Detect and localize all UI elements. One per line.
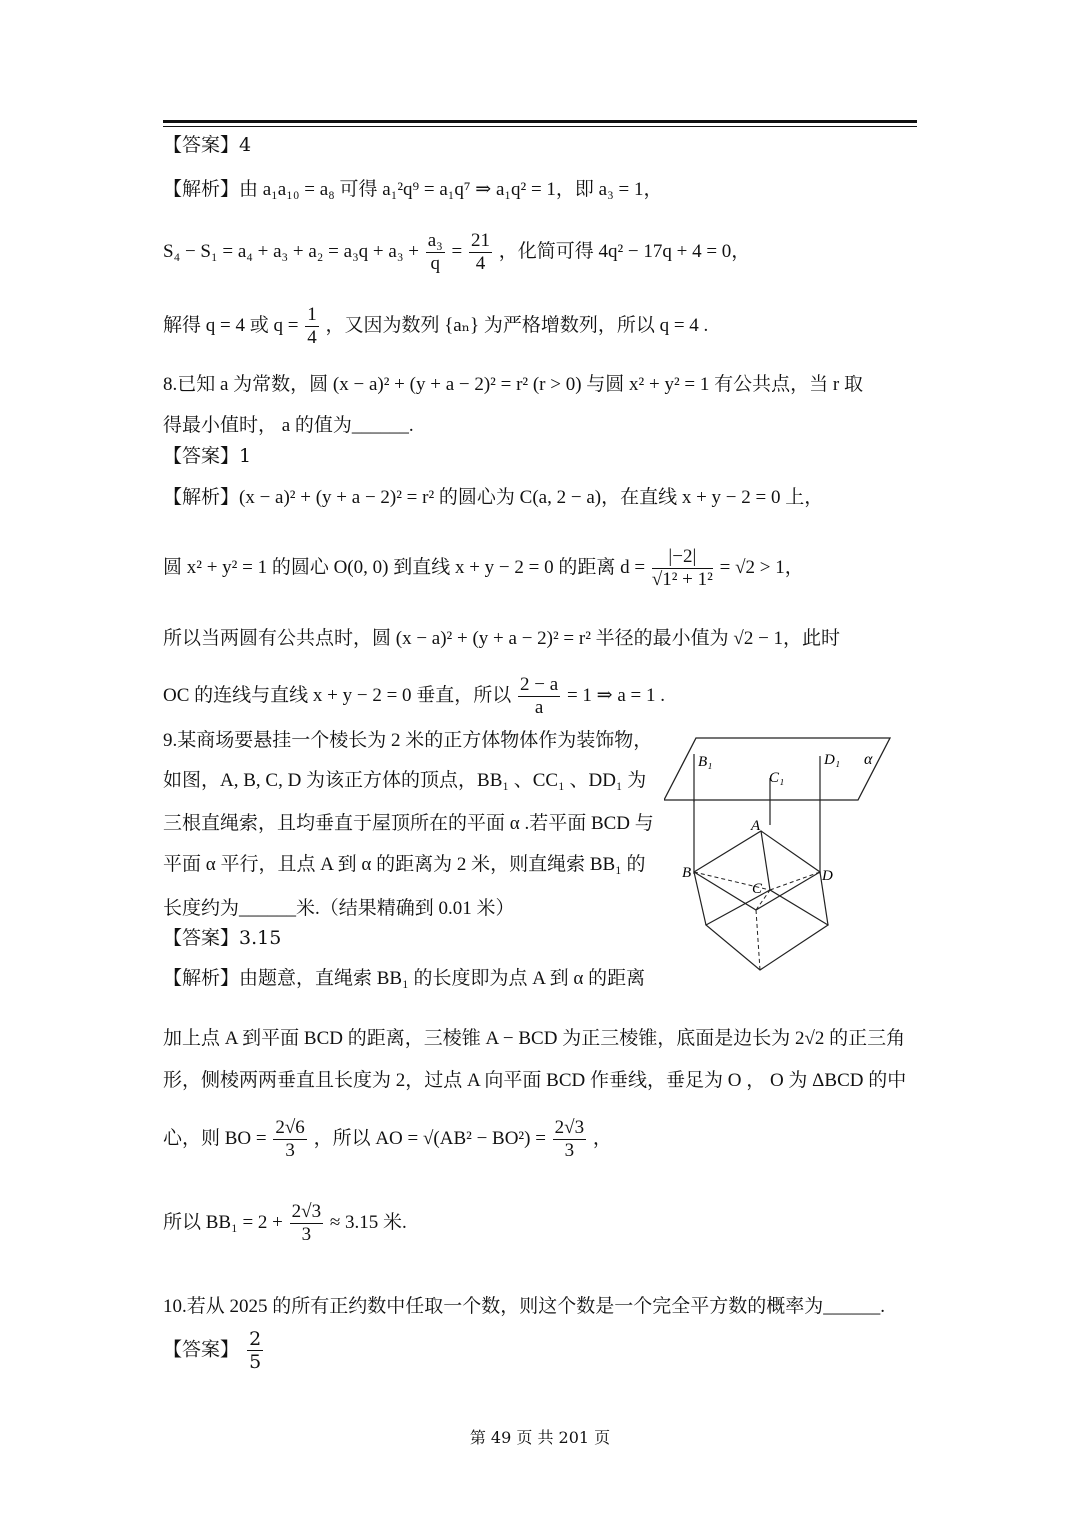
solution-7-line-2: [163, 230, 750, 275]
answer-9: 【答案】3.15: [163, 927, 282, 949]
label-d1: D₁: [824, 752, 841, 768]
fraction-denominator: a: [534, 697, 544, 718]
fraction-numerator: 2 − a: [520, 674, 559, 695]
fraction-denominator: 4: [475, 253, 486, 274]
equals-sign: =: [451, 240, 463, 262]
question-9-line-4: 平面 α 平行，且点 A 到 α 的距离为 2 米，则直绳索 BB₁ 的: [163, 854, 646, 875]
fraction-denominator: 5: [249, 1351, 262, 1373]
fraction-denominator: 4: [307, 327, 317, 348]
fraction-2root3-over-3: [553, 1117, 586, 1162]
solution-8-line-4-text-a: OC 的连线与直线 x + y − 2 = 0 垂直，所以: [163, 684, 512, 706]
fraction-2-minus-a-over-a: [518, 674, 560, 719]
label-b: B: [682, 865, 692, 881]
fraction-distance: [652, 546, 713, 591]
question-9-line-3: 三根直绳索，且均垂直于屋顶所在的平面 α .若平面 BCD 与: [163, 813, 654, 834]
fraction-denominator: 3: [564, 1140, 575, 1161]
solution-8-line-2-text-a: 圆 x² + y² = 1 的圆心 O(0, 0) 到直线 x + y − 2 = 0 的距离 d =: [163, 556, 646, 578]
solution-7-line-3-text-b: ，又因为数列 {aₙ} 为严格增数列，所以 q = 4 .: [325, 314, 709, 336]
header-rule-thin: [163, 126, 917, 127]
page-footer: 第 49 页 共 201 页: [469, 1428, 611, 1447]
fraction-2root6-over-3: [273, 1117, 306, 1162]
fraction-1-over-4: [305, 304, 319, 349]
solution-9-line-4-text-a: 心，则 BO =: [163, 1127, 267, 1149]
fraction-21-over-4: [469, 230, 492, 275]
fraction-denominator: 3: [301, 1224, 312, 1245]
solution-7-line-2-text-b: ，化简可得 4q² − 17q + 4 = 0，: [498, 240, 751, 262]
solution-7-line-2-text-a: S₄ − S₁ = a₄ + a₃ + a₂ = a₃q + a₃ +: [163, 240, 419, 262]
fraction-numerator: 2√6: [275, 1117, 305, 1138]
cube-bottom-face: [706, 890, 828, 970]
solution-9-line-4-text-b: ，所以 AO = √(AB² − BO²) =: [313, 1127, 546, 1149]
fraction-numerator: 2√3: [291, 1201, 322, 1222]
fraction-denominator: q: [430, 253, 440, 274]
fraction-numerator: |−2|: [652, 546, 713, 569]
answer-10: [163, 1328, 265, 1373]
solution-8-line-4-text-b: = 1 ⇒ a = 1 .: [566, 684, 665, 706]
label-c: C: [752, 881, 763, 897]
answer-8: 【答案】1: [163, 445, 252, 467]
label-a: A: [751, 818, 761, 834]
fraction-numerator: a₃: [427, 230, 443, 251]
solution-9-line-1: 【解析】由题意，直绳索 BB₁ 的长度即为点 A 到 α 的距离: [163, 968, 646, 989]
fraction-numerator: 1: [307, 304, 317, 325]
solution-9-line-4: [163, 1117, 612, 1162]
solution-9-line-3: 形，侧棱两两垂直且长度为 2，过点 A 向平面 BCD 作垂线，垂足为 O ， O 为 ΔBCD 的中: [163, 1070, 907, 1091]
cube-top-face: [694, 831, 820, 910]
label-c1: C₁: [769, 770, 785, 786]
label-d: D: [822, 868, 833, 884]
solution-8-line-1: 【解析】(x − a)² + (y + a − 2)² = r² 的圆心为 C(a, 2 − a)，在直线 x + y − 2 = 0 上，: [163, 487, 824, 508]
header-rule-thick: [163, 120, 917, 123]
fraction-numerator: 2: [249, 1328, 262, 1350]
solution-9-line-5-text-a: 所以 BB₁ = 2 +: [163, 1211, 283, 1233]
fraction-2root3-over-3-b: [290, 1201, 323, 1246]
question-9-line-5: 长度约为______米.（结果精确到 0.01 米）: [163, 898, 515, 919]
answer-7: 【答案】4: [163, 134, 252, 156]
solution-7-line-3-text-a: 解得 q = 4 或 q =: [163, 314, 299, 336]
fraction-2-over-5: [247, 1328, 263, 1373]
fraction-denominator: 3: [285, 1140, 295, 1161]
fraction-numerator: 21: [470, 230, 490, 251]
fraction-a3-over-q: [426, 230, 445, 275]
solution-9-line-5-text-b: ≈ 3.15 米.: [329, 1211, 407, 1233]
solution-9-line-5: [163, 1201, 407, 1246]
solution-7-line-1: 【解析】由 a₁a₁₀ = a₈ 可得 a₁²q⁹ = a₁q⁷ ⇒ a₁q² = 1，即 a₃ = 1，: [163, 179, 663, 200]
solution-8-line-2: [163, 546, 804, 591]
solution-8-line-2-text-b: = √2 > 1，: [719, 556, 804, 578]
fraction-numerator: 2√3: [554, 1117, 585, 1138]
solution-9-line-4-text-c: ，: [592, 1127, 612, 1149]
question-9-line-1: 9.某商场要悬挂一个棱长为 2 米的正方体物体作为装饰物，: [163, 730, 653, 751]
answer-10-label: 【答案】: [163, 1338, 240, 1361]
fraction-denominator: √1² + 1²: [651, 569, 713, 590]
question-9-line-2: 如图，A, B, C, D 为该正方体的顶点，BB₁ 、CC₁ 、DD₁ 为: [163, 770, 647, 791]
solution-7-line-3: [163, 304, 708, 349]
question-8-line-2: 得最小值时， a 的值为______.: [163, 415, 414, 436]
question-10: 10.若从 2025 的所有正约数中任取一个数，则这个数是一个完全平方数的概率为______.: [163, 1296, 886, 1317]
solution-8-line-4: [163, 674, 665, 719]
question-8-line-1: 8.已知 a 为常数，圆 (x − a)² + (y + a − 2)² = r² (r > 0) 与圆 x² + y² = 1 有公共点，当 r 取: [163, 374, 863, 395]
cube-figure: [664, 730, 894, 978]
solution-9-line-2: 加上点 A 到平面 BCD 的距离，三棱锥 A − BCD 为正三棱锥，底面是边长为 2√2 的正三角: [163, 1028, 906, 1049]
label-b1: B₁: [698, 754, 713, 770]
solution-8-line-3: 所以当两圆有公共点时，圆 (x − a)² + (y + a − 2)² = r² 半径的最小值为 √2 − 1，此时: [163, 628, 841, 649]
label-alpha: α: [864, 751, 873, 768]
